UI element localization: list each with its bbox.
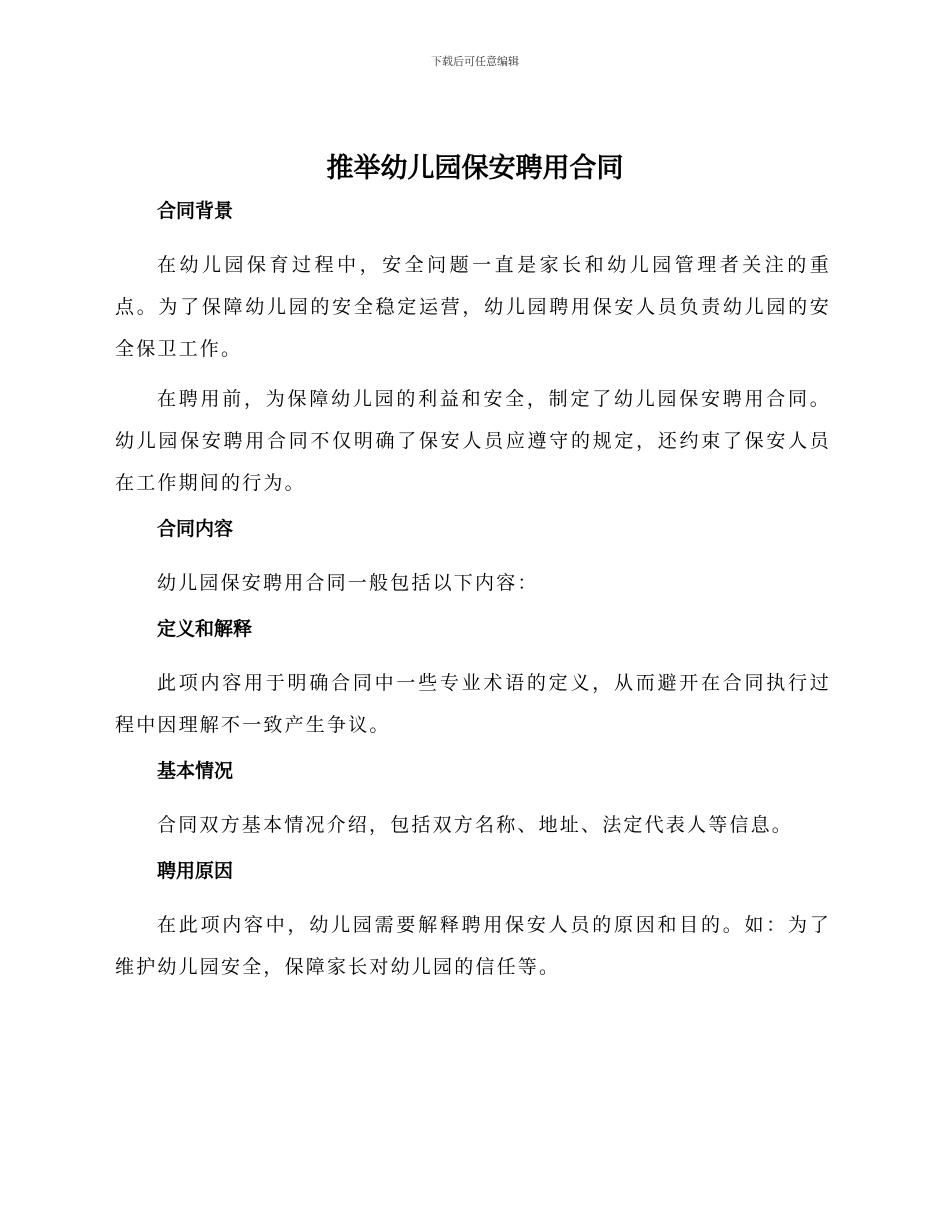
section-heading: 定义和解释 bbox=[157, 618, 253, 640]
section-heading: 基本情况 bbox=[157, 760, 234, 782]
section-reasons bbox=[115, 854, 831, 988]
document-body bbox=[115, 194, 831, 988]
body-paragraph: 在幼儿园保育过程中，安全问题一直是家长和幼儿园管理者关注的重点。为了保障幼儿园的安全稳定运营，幼儿园聘用保安人员负责幼儿园的安全保卫工作。 bbox=[115, 254, 831, 360]
body-paragraph: 在聘用前，为保障幼儿园的利益和安全，制定了幼儿园保安聘用合同。幼儿园保安聘用合同不仅明确了保安人员应遵守的规定，还约束了保安人员在工作期间的行为。 bbox=[115, 388, 831, 494]
section-contents bbox=[115, 512, 831, 612]
body-paragraph: 合同双方基本情况介绍，包括双方名称、地址、法定代表人等信息。 bbox=[157, 814, 794, 836]
body-paragraph: 在此项内容中，幼儿园需要解释聘用保安人员的原因和目的。如：为了维护幼儿园安全，保障家长对幼儿园的信任等。 bbox=[115, 914, 831, 978]
section-basic-info bbox=[115, 754, 831, 854]
body-paragraph: 幼儿园保安聘用合同一般包括以下内容： bbox=[157, 572, 539, 594]
section-heading: 合同内容 bbox=[157, 518, 234, 540]
section-background bbox=[115, 194, 831, 512]
body-paragraph: 此项内容用于明确合同中一些专业术语的定义，从而避开在合同执行过程中因理解不一致产生争议。 bbox=[115, 672, 831, 736]
section-heading: 聘用原因 bbox=[157, 860, 234, 882]
section-heading: 合同背景 bbox=[157, 200, 234, 222]
page-header-note: 下载后可任意编辑 bbox=[431, 55, 519, 68]
section-definitions bbox=[115, 612, 831, 754]
document-title: 推举幼儿园保安聘用合同 bbox=[326, 153, 624, 184]
